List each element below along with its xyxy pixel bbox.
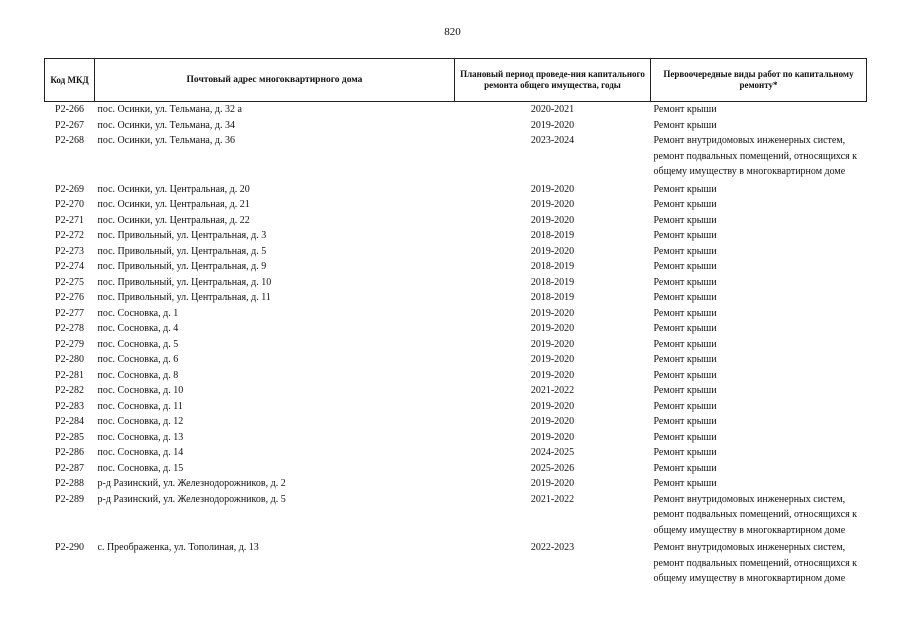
header-works: Первоочередные виды работ по капитальному ремонту* [651,59,867,102]
row-address: пос. Привольный, ул. Центральная, д. 9 [97,261,267,272]
row-works: Ремонт крыши [653,431,717,443]
row-code: Р2-267 [55,119,84,131]
row-period: 2018-2019 [530,230,575,241]
row-code: Р2-285 [55,431,84,443]
table-row [45,213,867,229]
page-number: 820 [444,26,461,38]
row-period: 2019-2020 [530,199,575,210]
row-period: 2019-2020 [530,416,575,427]
row-period: 2020-2021 [530,104,575,115]
capital-repair-table [44,58,867,587]
row-code: Р2-278 [55,323,84,334]
row-address: пос. Привольный, ул. Центральная, д. 11 [97,292,271,303]
row-code: Р2-266 [55,104,84,115]
row-address: пос. Сосновка, д. 12 [97,416,184,427]
row-address: пос. Сосновка, д. 6 [97,354,179,365]
row-code: Р2-268 [55,135,84,146]
row-address: пос. Сосновка, д. 8 [97,369,179,381]
header-code: Код МКД [45,59,95,102]
row-address: пос. Привольный, ул. Центральная, д. 5 [97,245,267,257]
row-works: Ремонт внутридомовых инженерных систем, ремонт подвальных помещений, относящихся к общему имуществу в многоквартирном доме [653,135,858,177]
row-code: Р2-275 [55,276,84,288]
table-row [45,492,867,539]
table-header [45,59,867,102]
row-code: Р2-274 [55,261,84,272]
row-period: 2022-2023 [530,542,575,553]
row-address: пос. Осинки, ул. Центральная, д. 20 [97,183,250,195]
row-period: 2018-2019 [530,261,575,272]
table-row [45,321,867,337]
row-works: Ремонт крыши [653,354,717,365]
row-works: Ремонт крыши [653,338,717,350]
row-address: пос. Осинки, ул. Тельмана, д. 36 [97,135,235,146]
row-address: р-д Разинский, ул. Железнодорожников, д. 2 [97,478,286,489]
row-works: Ремонт крыши [653,104,717,115]
row-works: Ремонт крыши [653,245,717,257]
row-code: Р2-289 [55,493,84,505]
row-code: Р2-269 [55,183,84,195]
row-code: Р2-284 [55,416,84,427]
row-address: пос. Сосновка, д. 13 [97,431,184,443]
table-row [45,430,867,446]
row-address: пос. Осинки, ул. Тельмана, д. 32 а [97,104,242,115]
row-code: Р2-272 [55,230,84,241]
row-address: пос. Осинки, ул. Центральная, д. 21 [97,199,250,210]
row-works: Ремонт внутридомовых инженерных систем, ремонт подвальных помещений, относящихся к общему имуществу в многоквартирном доме [653,493,858,536]
row-address: пос. Сосновка, д. 11 [97,400,183,412]
table-row [45,368,867,384]
row-works: Ремонт крыши [653,478,717,489]
row-period: 2019-2020 [530,354,575,365]
row-period: 2019-2020 [530,119,575,131]
row-code: Р2-288 [55,478,84,489]
row-code: Р2-286 [55,447,84,458]
table-row [45,118,867,134]
row-period: 2018-2019 [530,292,575,303]
row-works: Ремонт крыши [653,369,717,381]
row-address: пос. Осинки, ул. Центральная, д. 22 [97,214,250,226]
table-body [45,102,867,587]
header-period: Плановый период проведе-ния капитального ремонта общего имущества, годы [455,59,651,102]
row-works: Ремонт крыши [653,183,717,195]
table-row [45,461,867,477]
row-address: пос. Сосновка, д. 4 [97,323,179,334]
table-row [45,352,867,368]
row-period: 2019-2020 [530,323,575,334]
table-row [45,290,867,306]
row-address: пос. Сосновка, д. 14 [97,447,184,458]
table-row [45,383,867,399]
row-code: Р2-280 [55,354,84,365]
row-period: 2024-2025 [530,447,575,458]
row-period: 2019-2020 [530,369,575,381]
table-row [45,414,867,430]
row-works: Ремонт крыши [653,323,717,334]
row-works: Ремонт крыши [653,292,717,303]
row-works: Ремонт крыши [653,199,717,210]
row-period: 2019-2020 [530,400,575,412]
row-code: Р2-279 [55,338,84,350]
table-row [45,133,867,180]
table-row [45,197,867,213]
row-address: пос. Осинки, ул. Тельмана, д. 34 [97,119,235,131]
row-code: Р2-290 [55,542,84,553]
row-works: Ремонт крыши [653,119,717,131]
row-period: 2025-2026 [530,462,575,474]
table-row [45,445,867,461]
row-code: Р2-273 [55,245,84,257]
row-period: 2019-2020 [530,478,575,489]
row-code: Р2-271 [55,214,84,226]
table-row [45,259,867,275]
row-works: Ремонт крыши [653,307,717,319]
row-code: Р2-283 [55,400,84,412]
row-code: Р2-276 [55,292,84,303]
table-row [45,540,867,587]
row-works: Ремонт крыши [653,230,717,241]
row-address: пос. Сосновка, д. 10 [97,385,184,396]
table-row [45,244,867,260]
row-address: пос. Сосновка, д. 5 [97,338,179,350]
table-row [45,399,867,415]
row-works: Ремонт крыши [653,385,717,396]
row-period: 2021-2022 [530,493,575,505]
table-row [45,306,867,322]
row-works: Ремонт внутридомовых инженерных систем, ремонт подвальных помещений, относящихся к общему имуществу в многоквартирном доме [653,542,858,584]
row-address: с. Преображенка, ул. Тополиная, д. 13 [97,542,259,553]
row-code: Р2-277 [55,307,84,319]
row-address: пос. Привольный, ул. Центральная, д. 3 [97,230,267,241]
row-address: р-д Разинский, ул. Железнодорожников, д. 5 [97,493,286,505]
row-code: Р2-270 [55,199,84,210]
row-period: 2023-2024 [530,135,575,146]
table-row [45,476,867,492]
row-period: 2019-2020 [530,214,575,226]
row-period: 2019-2020 [530,245,575,257]
row-period: 2019-2020 [530,338,575,350]
table-row [45,182,867,198]
row-works: Ремонт крыши [653,447,717,458]
row-code: Р2-287 [55,462,84,474]
table-row [45,337,867,353]
row-address: пос. Сосновка, д. 15 [97,462,184,474]
row-works: Ремонт крыши [653,400,717,412]
row-works: Ремонт крыши [653,214,717,226]
row-works: Ремонт крыши [653,261,717,272]
table-row [45,102,867,118]
row-works: Ремонт крыши [653,276,717,288]
header-address: Почтовый адрес многоквартирного дома [95,59,455,102]
row-address: пос. Сосновка, д. 1 [97,307,179,319]
row-works: Ремонт крыши [653,462,717,474]
row-code: Р2-281 [55,369,84,381]
row-code: Р2-282 [55,385,84,396]
row-period: 2018-2019 [530,276,575,288]
row-period: 2019-2020 [530,183,575,195]
row-address: пос. Привольный, ул. Центральная, д. 10 [97,276,272,288]
row-period: 2019-2020 [530,307,575,319]
row-works: Ремонт крыши [653,416,717,427]
table-row [45,275,867,291]
row-period: 2019-2020 [530,431,575,443]
row-period: 2021-2022 [530,385,575,396]
table-row [45,228,867,244]
